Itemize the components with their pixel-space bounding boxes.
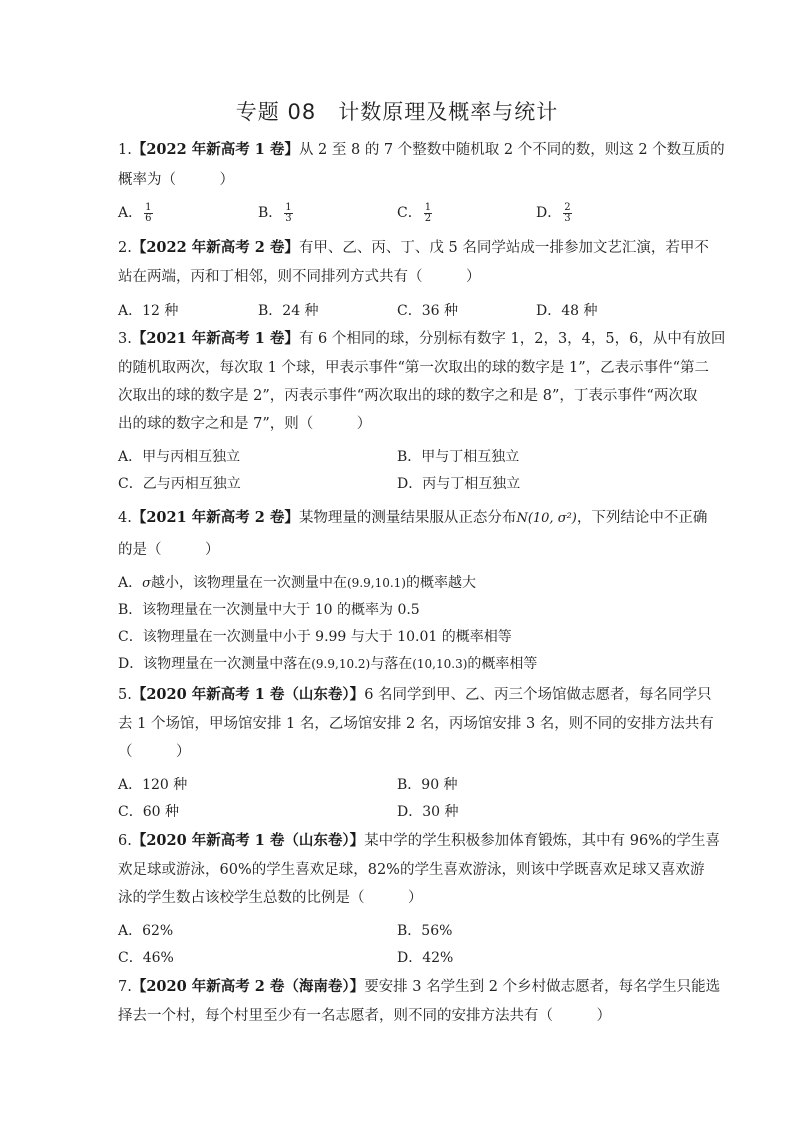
question-6-line-2: 欢足球或游泳，60%的学生喜欢足球，82%的学生喜欢游泳，则该中学既喜欢足球又喜欢游 — [118, 862, 705, 878]
question-number: 5. — [118, 687, 132, 703]
question-6-option-d: D．42% — [397, 950, 454, 966]
question-3-line-4: 出的球的数字之和是 7”，则（ ） — [118, 416, 372, 432]
question-7-line-1 — [118, 975, 720, 996]
question-text: 从 2 至 8 的 7 个整数中随机取 2 个不同的数，则这 2 个数互质的 — [298, 142, 725, 158]
question-1-line-2: 概率为（ ） — [118, 172, 234, 188]
question-source: 【2021 年新高考 2 卷】 — [131, 509, 299, 526]
question-1-option-a: A． $\frac{1}{6}$ — [118, 201, 152, 224]
sigma-symbol: σ — [142, 576, 151, 591]
question-4-line-2: 的是（ ） — [118, 542, 220, 558]
page-title: 专题 08 计数原理及概率与统计 — [235, 100, 559, 124]
question-6-line-1 — [118, 829, 720, 850]
question-4-option-b: B．该物理量在一次测量中大于 10 的概率为 0.5 — [118, 602, 420, 618]
question-4-option-c: C．该物理量在一次测量中小于 9.99 与大于 10.01 的概率相等 — [118, 629, 512, 645]
question-2-option-a: A．12 种 — [118, 303, 179, 319]
question-source: 【2022 年新高考 2 卷】 — [131, 239, 299, 256]
question-text-cont: ，下列结论中不正确 — [576, 510, 708, 526]
question-3-option-b: B．甲与丁相互独立 — [397, 449, 520, 465]
question-source: 【2020 年新高考 1 卷（山东卷）】 — [131, 832, 365, 849]
question-1-option-d: D． $\frac{2}{3}$ — [536, 201, 571, 224]
interval: (9.9,10.1) — [347, 576, 406, 590]
question-5-option-b: B．90 种 — [397, 777, 458, 793]
question-source: 【2020 年新高考 2 卷（海南卷）】 — [131, 978, 365, 995]
question-number: 4. — [118, 510, 132, 526]
normal-distribution-formula: N(10, σ²) — [516, 511, 577, 526]
question-source: 【2022 年新高考 1 卷】 — [131, 141, 299, 158]
question-1-option-b: B． $\frac{1}{3}$ — [258, 201, 292, 224]
question-4-option-a: A．σ越小，该物理量在一次测量中在(9.9,10.1)的概率越大 — [118, 575, 476, 591]
fraction: $\frac{1}{3}$ — [285, 201, 292, 224]
question-text: 要安排 3 名学生到 2 个乡村做志愿者，每名学生只能选 — [364, 979, 721, 995]
question-4-option-d: D．该物理量在一次测量中落在(9.9,10.2)与落在(10,10.3)的概率相等 — [118, 656, 538, 672]
question-3-line-1 — [118, 327, 725, 348]
question-4-line-1 — [118, 506, 707, 527]
question-1-line-1 — [118, 138, 725, 159]
question-2-option-b: B．24 种 — [258, 303, 319, 319]
question-5-line-1 — [118, 683, 712, 704]
question-2-line-2: 站在两端，丙和丁相邻，则不同排列方式共有（ ） — [118, 269, 481, 285]
question-number: 2. — [118, 240, 132, 256]
question-number: 1. — [118, 142, 132, 158]
question-2-option-d: D．48 种 — [536, 303, 598, 319]
question-text: 有 6 个相同的球，分别标有数字 1，2，3，4，5，6，从中有放回 — [298, 331, 726, 347]
question-text: 某中学的学生积极参加体育锻炼，其中有 96%的学生喜 — [364, 833, 721, 849]
question-6-option-c: C．46% — [118, 950, 174, 966]
question-source: 【2020 年新高考 1 卷（山东卷）】 — [131, 686, 365, 703]
fraction: $\frac{1}{6}$ — [145, 201, 152, 224]
question-3-line-2: 的随机取两次，每次取 1 个球，甲表示事件“第一次取出的球的数字是 1”，乙表示事件“第二 — [118, 360, 710, 376]
question-5-line-3: （ ） — [118, 744, 191, 760]
question-7-line-2: 择去一个村，每个村里至少有一名志愿者，则不同的安排方法共有（ ） — [118, 1008, 611, 1024]
question-6-line-3: 泳的学生数占该校学生总数的比例是（ ） — [118, 890, 423, 906]
question-number: 3. — [118, 331, 132, 347]
question-text: 某物理量的测量结果服从正态分布 — [298, 510, 517, 526]
interval: (9.9,10.2) — [311, 657, 371, 671]
fraction: $\frac{2}{3}$ — [564, 201, 571, 224]
question-5-line-2: 去 1 个场馆，甲场馆安排 1 名，乙场馆安排 2 名，丙场馆安排 3 名，则不同的安排方法共有 — [118, 716, 714, 732]
fraction: $\frac{1}{2}$ — [424, 201, 432, 224]
question-6-option-a: A．62% — [118, 923, 174, 939]
question-3-option-d: D．丙与丁相互独立 — [397, 476, 521, 492]
question-1-option-c: C． $\frac{1}{2}$ — [397, 201, 432, 224]
question-3-option-c: C．乙与丙相互独立 — [118, 476, 241, 492]
question-text: 有甲、乙、丙、丁、戊 5 名同学站成一排参加文艺汇演，若甲不 — [298, 240, 709, 256]
question-5-option-c: C．60 种 — [118, 804, 179, 820]
question-text: 6 名同学到甲、乙、丙三个场馆做志愿者，每名同学只 — [364, 687, 712, 703]
question-5-option-a: A．120 种 — [118, 777, 188, 793]
question-number: 7. — [118, 979, 132, 995]
question-number: 6. — [118, 833, 132, 849]
interval: (10,10.3) — [412, 657, 468, 671]
question-5-option-d: D．30 种 — [397, 804, 459, 820]
question-6-option-b: B．56% — [397, 923, 453, 939]
question-3-line-3: 次取出的球的数字是 2”，丙表示事件“两次取出的球的数字之和是 8”，丁表示事件“两次取 — [118, 388, 698, 404]
question-2-option-c: C．36 种 — [397, 303, 458, 319]
question-2-line-1 — [118, 236, 709, 257]
question-3-option-a: A．甲与丙相互独立 — [118, 449, 241, 465]
question-source: 【2021 年新高考 1 卷】 — [131, 330, 299, 347]
